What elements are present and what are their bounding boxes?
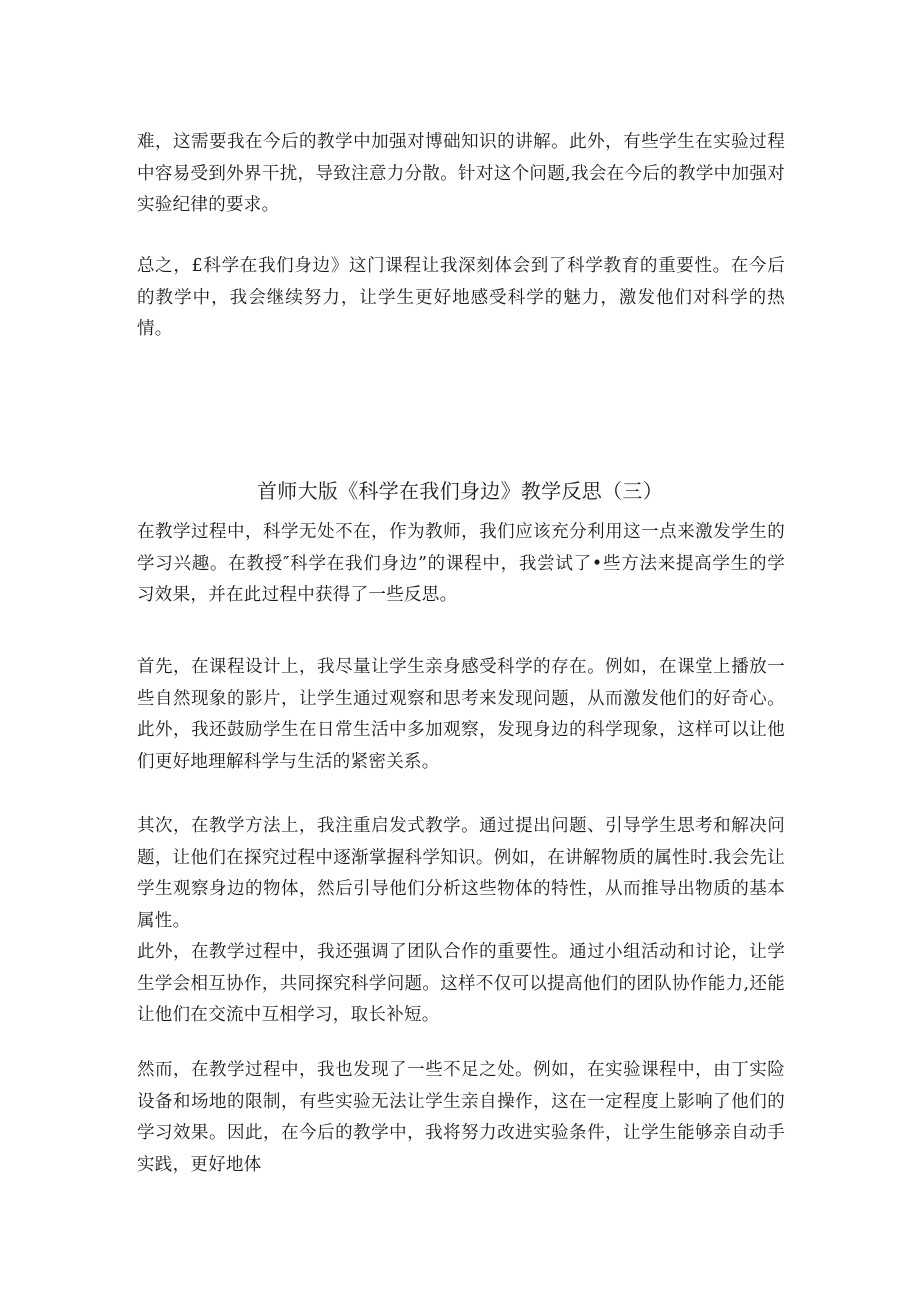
- paragraph-shortcomings: 然而，在教学过程中，我也发现了一些不足之处。例如，在实验课程中，由丁实险设备和场地的限制，有些实验无法让学生亲自操作，这在一定程度上影响了他们的学习效果。因此，在今后的教学中，我将努力改进实验条件，让学生能够亲自动手实践，更好地体: [137, 1060, 785, 1175]
- paragraph-introduction: 在教学过程中，科学无处不在，作为教师，我们应该充分利用这一点来激发学生的学习兴趣。在教授″科学在我们身边”的课程中，我尝试了•些方法来提高学生的学习效果，并在此过程中获得了一些反思。: [137, 522, 785, 605]
- paragraph-teamwork: 此外，在教学过程中，我还强调了团队合作的重要性。通过小组活动和讨论，让学生学会相互协作，共同探究科学问题。这样不仅可以提高他们的团队协作能力,还能让他们在交流中互相学习，取长补短。: [137, 942, 785, 1025]
- paragraph-conclusion: 总之，£科学在我们身边》这门课程让我深刻体会到了科学教育的重要性。在今后的教学中，我会继续努力，让学生更好地感受科学的魅力，激发他们对科学的热情。: [137, 256, 785, 339]
- section-title: 首师大版《科学在我们身边》教学反思（三）: [257, 479, 663, 503]
- paragraph-teaching-method: 其次，在教学方法上，我注重启发式教学。通过提出问题、引导学生思考和解决问题，让他们在探究过程中逐渐掌握科学知识。例如，在讲解物质的属性时.我会先让学生观察身边的物体，然后引导他们分析这些物体的特性，从而推导出物质的基本属性。: [137, 816, 785, 931]
- paragraph-experiment-discipline: 难，这需要我在今后的教学中加强对博础知识的讲解。此外，有些学生在实验过程中容易受到外界干扰，导致注意力分散。针对这个问题,我会在今后的教学中加强对实验纪律的要求。: [137, 132, 785, 215]
- paragraph-course-design: 首先，在课程设计上，我尽量让学生亲身感受科学的存在。例如，在课堂上播放一些自然现象的影片，让学生通过观察和思考来发现问题，从而激发他们的好奇心。此外，我还鼓励学生在日常生活中多加观察，发现身边的科学现象，这样可以让他们更好地理解科学与生活的紧密关系。: [137, 657, 785, 772]
